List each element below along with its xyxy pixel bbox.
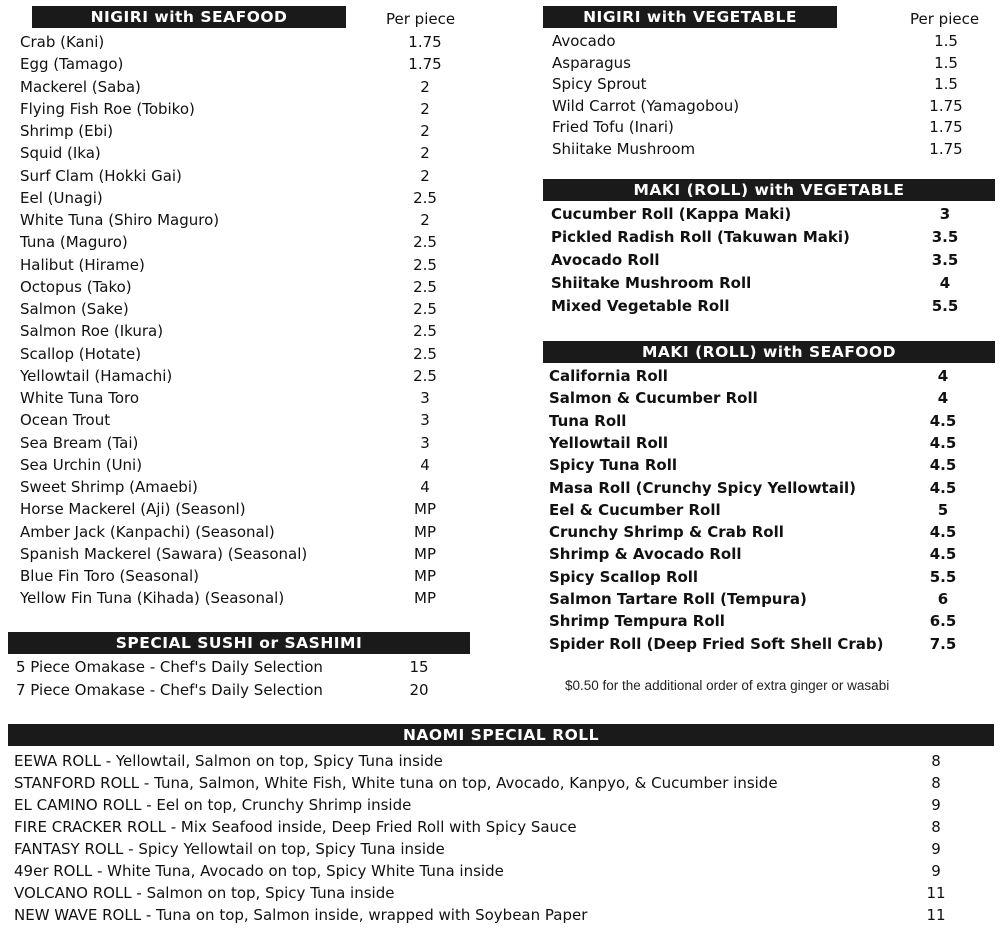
menu-item-name: Octopus (Tako) <box>20 277 132 296</box>
menu-item-row <box>0 31 1000 52</box>
menu-item-price: 2 <box>420 211 430 229</box>
menu-item-price: 5.5 <box>931 297 959 315</box>
menu-item-name: Salmon (Sake) <box>20 300 129 318</box>
maki-vegetable-header: MAKI (ROLL) with VEGETABLE <box>543 179 995 201</box>
maki-vegetable-section <box>0 179 1000 319</box>
menu-item-name: Shrimp Tempura Roll <box>549 612 725 631</box>
menu-item-price: 7.5 <box>929 634 957 653</box>
menu-item-price: 1.75 <box>929 139 963 158</box>
menu-item-name: Avocado Roll <box>551 251 660 269</box>
menu-item-price: 1.5 <box>934 53 958 72</box>
menu-item-price: 4 <box>937 389 949 408</box>
menu-item-name: Sea Urchin (Uni) <box>20 455 143 474</box>
menu-item-price: 3 <box>420 433 430 452</box>
menu-item-price: 2.5 <box>413 366 437 385</box>
menu-item-price: 2 <box>420 144 430 163</box>
menu-item-name: Avocado <box>552 32 616 50</box>
menu-item-row <box>0 477 1000 499</box>
menu-item-row <box>0 387 1000 409</box>
menu-item-price: 2 <box>420 99 430 118</box>
menu-item-name: Eel (Unagi) <box>20 188 103 207</box>
menu-item-row <box>0 543 1000 565</box>
menu-item-name: Yellowtail (Hamachi) <box>20 366 173 385</box>
menu-item-price: 11 <box>926 906 946 924</box>
menu-item-row <box>0 96 1000 117</box>
menu-item-price: 2.5 <box>413 300 437 318</box>
menu-item-name: FANTASY ROLL - Spicy Yellowtail on top, Spicy Tuna inside <box>14 840 445 858</box>
menu-item-row <box>0 838 1000 860</box>
naomi-special-header: NAOMI SPECIAL ROLL <box>8 724 994 746</box>
menu-item-name: Shiitake Mushroom Roll <box>551 274 752 292</box>
menu-item-name: Pickled Radish Roll (Takuwan Maki) <box>551 228 850 246</box>
maki-seafood-header: MAKI (ROLL) with SEAFOOD <box>543 341 995 363</box>
menu-item-row <box>0 203 1000 225</box>
menu-item-name: Spicy Sprout <box>552 75 647 93</box>
menu-item-name: FIRE CRACKER ROLL - Mix Seafood inside, Deep Fried Roll with Spicy Sauce <box>14 818 577 836</box>
menu-item-row <box>0 816 1000 838</box>
menu-item-price: 2.5 <box>413 233 437 252</box>
menu-item-price: 20 <box>409 681 429 699</box>
menu-item-price: 3.5 <box>931 251 959 269</box>
menu-item-name: Asparagus <box>552 53 631 72</box>
menu-item-name: Cucumber Roll (Kappa Maki) <box>551 205 792 223</box>
menu-item-name: Wild Carrot (Yamagobou) <box>552 96 740 115</box>
menu-item-row <box>0 410 1000 432</box>
menu-item-price: MP <box>414 544 436 563</box>
menu-item-name: Spider Roll (Deep Fried Soft Shell Crab) <box>549 634 884 653</box>
extra-ginger-wasabi-note: $0.50 for the additional order of extra ginger or wasabi <box>565 678 890 693</box>
menu-item-name: EEWA ROLL - Yellowtail, Salmon on top, Spicy Tuna inside <box>14 752 443 770</box>
menu-item-row <box>0 272 1000 294</box>
menu-item-row <box>0 772 1000 794</box>
menu-item-price: 5.5 <box>929 567 957 586</box>
nigiri-vegetable-section <box>0 6 1000 166</box>
menu-item-price: 2.5 <box>413 344 437 363</box>
menu-item-name: Mixed Vegetable Roll <box>551 297 730 315</box>
menu-item-price: 2.5 <box>413 255 437 274</box>
menu-item-price: 6.5 <box>929 612 957 631</box>
menu-item-price: 15 <box>409 658 429 676</box>
menu-item-name: Ocean Trout <box>20 411 111 430</box>
menu-item-name: California Roll <box>549 367 668 385</box>
menu-item-price: 4.5 <box>929 545 957 564</box>
menu-item-price: 4 <box>937 367 949 385</box>
menu-item-name: Yellow Fin Tuna (Kihada) (Seasonal) <box>20 589 285 608</box>
menu-item-name: Egg (Tamago) <box>20 55 124 74</box>
menu-item-name: Masa Roll (Crunchy Spicy Yellowtail) <box>549 478 856 497</box>
menu-item-name: Salmon & Cucumber Roll <box>549 389 758 408</box>
menu-item-name: Eel & Cucumber Roll <box>549 500 721 519</box>
menu-item-price: 3.5 <box>931 228 959 246</box>
menu-item-name: Spicy Tuna Roll <box>549 456 677 475</box>
menu-item-row <box>0 74 1000 95</box>
menu-item-name: White Tuna (Shiro Maguro) <box>20 211 220 229</box>
menu-item-price: 4.5 <box>929 523 957 542</box>
menu-item-name: Spanish Mackerel (Sawara) (Seasonal) <box>20 544 308 563</box>
menu-item-price: 8 <box>931 818 941 836</box>
nigiri-vegetable-price-header: Per piece <box>910 10 980 28</box>
menu-item-row <box>0 499 1000 521</box>
menu-item-row <box>0 139 1000 160</box>
menu-item-name: Squid (Ika) <box>20 144 101 163</box>
menu-item-price: 2 <box>420 166 430 185</box>
menu-item-name: 5 Piece Omakase - Chef's Daily Selection <box>16 658 323 676</box>
menu-item-row <box>0 365 1000 387</box>
menu-item-name: Yellowtail Roll <box>549 433 669 452</box>
menu-item-price: 3 <box>420 389 430 407</box>
menu-item-name: Salmon Tartare Roll (Tempura) <box>549 590 807 608</box>
menu-item-row <box>0 860 1000 882</box>
menu-item-row <box>0 794 1000 816</box>
menu-item-row <box>0 588 1000 610</box>
special-sushi-section <box>0 632 480 707</box>
menu-item-price: 3 <box>420 411 430 430</box>
menu-item-row <box>0 117 1000 138</box>
menu-item-row <box>0 53 1000 74</box>
menu-item-name: Mackerel (Saba) <box>20 77 141 96</box>
menu-item-name: EL CAMINO ROLL - Eel on top, Crunchy Shrimp inside <box>14 796 412 814</box>
menu-item-price: MP <box>414 589 436 608</box>
menu-item-price: MP <box>414 522 436 541</box>
menu-item-name: Amber Jack (Kanpachi) (Seasonal) <box>20 522 275 541</box>
menu-item-name: VOLCANO ROLL - Salmon on top, Spicy Tuna inside <box>14 884 395 902</box>
menu-item-price: 9 <box>931 862 941 880</box>
menu-item-name: Fried Tofu (Inari) <box>552 118 674 136</box>
menu-item-price: 1.75 <box>408 33 442 51</box>
maki-seafood-section <box>0 341 1000 661</box>
menu-item-name: Crab (Kani) <box>20 33 105 51</box>
menu-item-price: 11 <box>926 884 946 902</box>
menu-item-price: 5 <box>937 500 949 519</box>
menu-item-name: Shrimp & Avocado Roll <box>549 545 742 564</box>
menu-item-price: 4 <box>420 478 430 496</box>
menu-item-price: 9 <box>931 840 941 858</box>
menu-item-price: 1.75 <box>929 118 963 136</box>
menu-item-price: 4.5 <box>929 456 957 475</box>
menu-item-name: 49er ROLL - White Tuna, Avocado on top, Spicy White Tuna inside <box>14 862 504 880</box>
menu-item-price: 2.5 <box>413 322 437 341</box>
menu-item-price: 2 <box>420 122 430 140</box>
menu-item-name: 7 Piece Omakase - Chef's Daily Selection <box>16 681 323 699</box>
menu-item-row <box>0 566 1000 588</box>
menu-item-name: Halibut (Hirame) <box>20 255 145 274</box>
naomi-special-section <box>0 724 1000 930</box>
menu-item-name: Tuna Roll <box>549 411 627 430</box>
special-sushi-header: SPECIAL SUSHI or SASHIMI <box>8 632 470 654</box>
menu-item-row <box>0 295 1000 317</box>
menu-item-name: Crunchy Shrimp & Crab Roll <box>549 523 784 542</box>
menu-item-name: Sweet Shrimp (Amaebi) <box>20 478 198 496</box>
menu-item-name: Sea Bream (Tai) <box>20 433 139 452</box>
menu-item-name: NEW WAVE ROLL - Tuna on top, Salmon inside, wrapped with Soybean Paper <box>14 906 588 924</box>
menu-item-price: 4.5 <box>929 478 957 497</box>
menu-item-price: 4 <box>420 455 430 474</box>
menu-item-price: 2.5 <box>413 277 437 296</box>
menu-item-price: 9 <box>931 796 941 814</box>
menu-item-row <box>0 656 480 678</box>
menu-item-price: MP <box>414 500 436 519</box>
menu-item-price: 8 <box>931 752 941 770</box>
menu-item-price: 4 <box>939 274 951 292</box>
menu-item-price: 2.5 <box>413 188 437 207</box>
nigiri-vegetable-header: NIGIRI with VEGETABLE <box>543 6 837 28</box>
menu-item-name: Surf Clam (Hokki Gai) <box>20 166 182 185</box>
menu-item-price: 4.5 <box>929 433 957 452</box>
menu-item-price: 3 <box>939 205 951 223</box>
menu-item-price: 1.75 <box>929 96 963 115</box>
menu-item-name: Horse Mackerel (Aji) (Seasonl) <box>20 500 246 519</box>
menu-item-price: 8 <box>931 774 941 792</box>
menu-item-name: Scallop (Hotate) <box>20 344 142 363</box>
menu-item-price: 6 <box>937 590 949 608</box>
menu-item-name: Flying Fish Roe (Tobiko) <box>20 99 195 118</box>
menu-item-price: MP <box>414 567 436 585</box>
menu-item-name: Shiitake Mushroom <box>552 139 696 158</box>
menu-item-row <box>0 750 1000 772</box>
menu-item-price: 1.5 <box>934 32 958 50</box>
menu-item-row <box>0 882 1000 904</box>
menu-item-name: Blue Fin Toro (Seasonal) <box>20 567 200 585</box>
menu-item-row <box>0 432 1000 454</box>
menu-item-name: Tuna (Maguro) <box>20 233 128 252</box>
menu-item-row <box>0 610 1000 632</box>
nigiri-seafood-header: NIGIRI with SEAFOOD <box>32 6 346 28</box>
menu-item-name: STANFORD ROLL - Tuna, Salmon, White Fish, White tuna on top, Avocado, Kanpyo, & Cucumber inside <box>14 774 778 792</box>
menu-item-name: Shrimp (Ebi) <box>20 122 114 140</box>
menu-item-row <box>0 249 1000 271</box>
menu-item-price: 4.5 <box>929 411 957 430</box>
menu-item-name: Salmon Roe (Ikura) <box>20 322 164 341</box>
menu-item-row <box>0 320 480 342</box>
menu-item-row <box>0 226 1000 248</box>
menu-item-price: 2 <box>420 77 430 96</box>
menu-item-price: 1.75 <box>408 55 442 74</box>
nigiri-seafood-price-header: Per piece <box>386 10 456 28</box>
menu-item-row <box>0 454 1000 476</box>
menu-item-price: 1.5 <box>934 75 958 93</box>
menu-item-name: Spicy Scallop Roll <box>549 567 699 586</box>
menu-item-name: White Tuna Toro <box>20 389 140 407</box>
menu-item-row <box>0 904 1000 926</box>
menu-item-row <box>0 521 1000 543</box>
menu-item-row <box>0 679 480 701</box>
